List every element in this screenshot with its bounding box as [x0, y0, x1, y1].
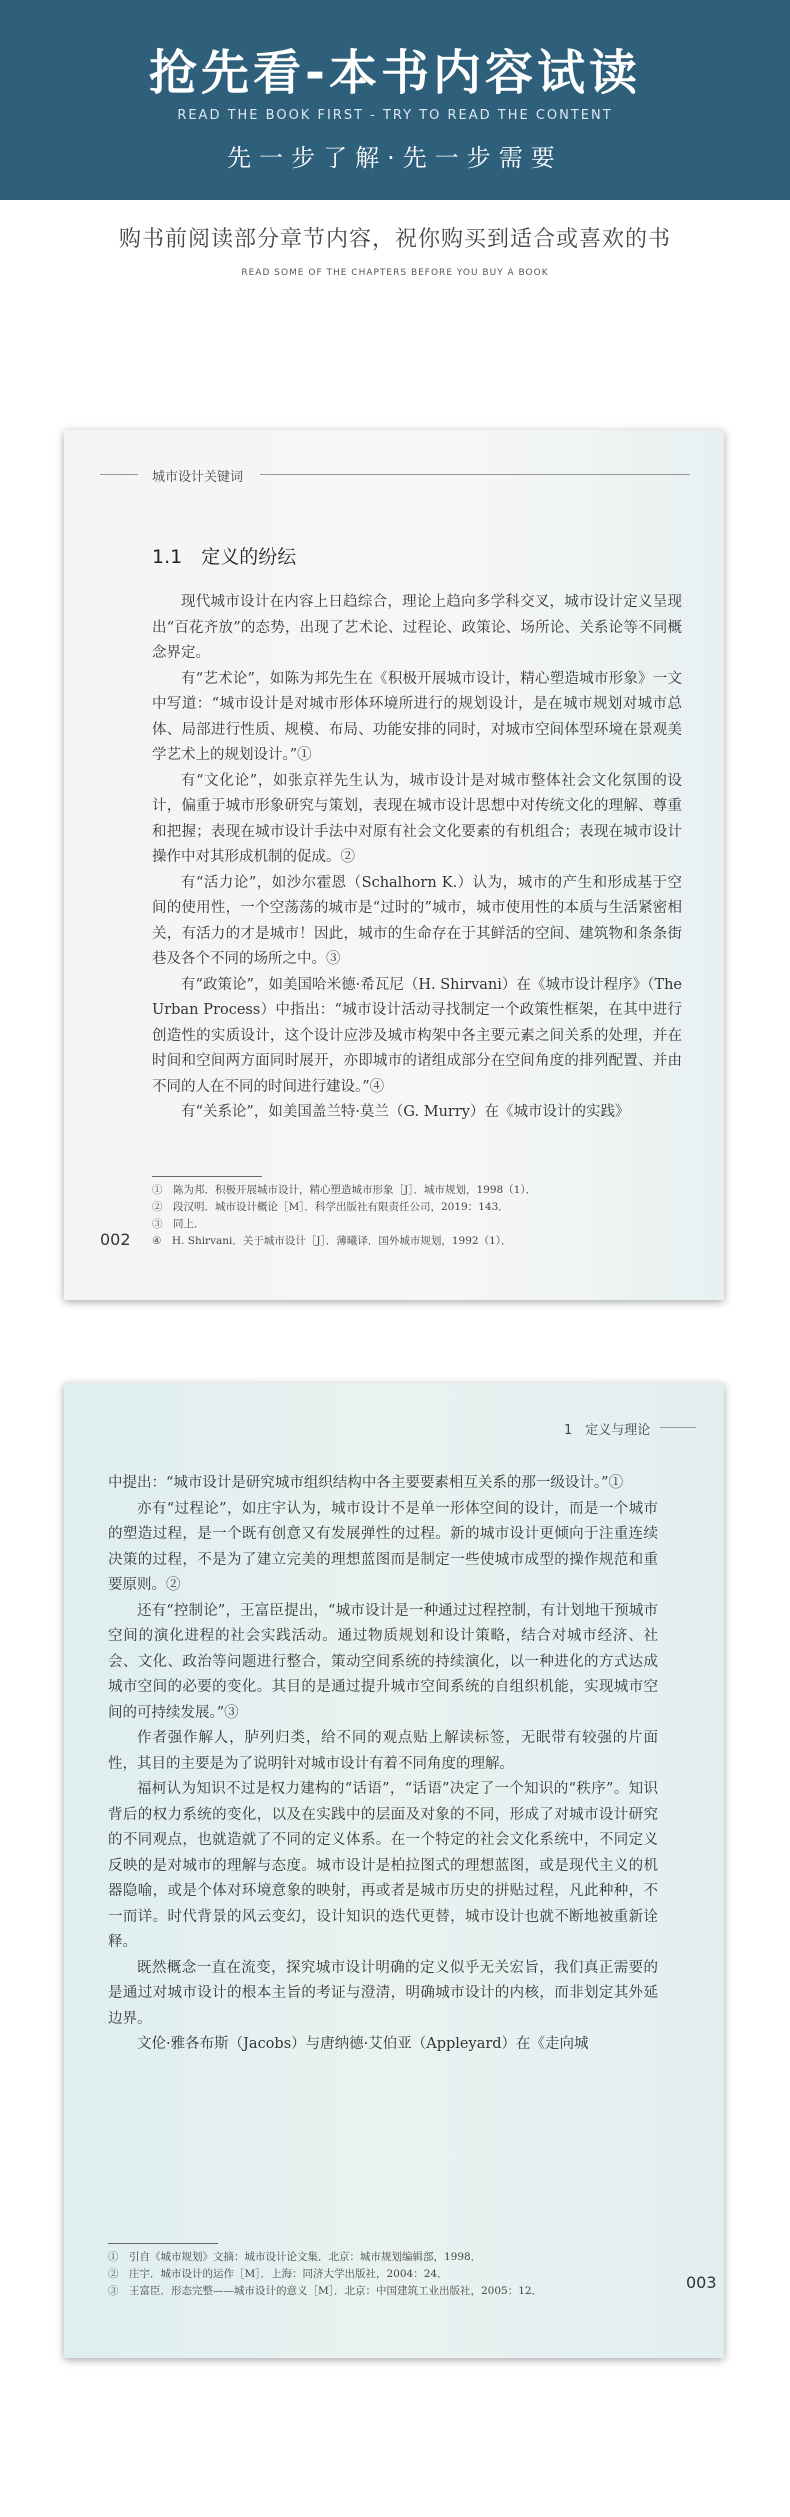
paragraph: 有“文化论”，如张京祥先生认为，城市设计是对城市整体社会文化氛围的设计，偏重于城市形象研究与策划，表现在城市设计思想中对传统文化的理解、尊重和把握；表现在城市设计手法中对原有社会文化要素的有机组合；表现在城市设计操作中对其形成机制的促成。② — [152, 772, 682, 865]
footnote: ③ 王富臣．形态完整——城市设计的意义［M］．北京：中国建筑工业出版社，2005：12． — [108, 2285, 543, 2297]
paragraph: 有“活力论”，如沙尔霍恩（Schalhorn K.）认为，城市的产生和形成基于空间的使用性，一个空荡荡的城市是“过时的”城市，城市使用性的本质与生活紧密相关，有活力的才是城市！因此，城市的生命存在于其鲜活的空间、建筑物和条条街巷及各个不同的场所之中。③ — [152, 874, 682, 967]
banner-slogan: 先一步了解·先一步需要 — [227, 144, 563, 172]
intro-subtext: READ SOME OF THE CHAPTERS BEFORE YOU BUY A BOOK — [241, 268, 549, 278]
running-head: 城市设计关键词 — [152, 470, 244, 485]
footnote: ② 庄宇．城市设计的运作［M］．上海：同济大学出版社，2004：24． — [108, 2268, 448, 2280]
banner-title: 抢先看-本书内容试读 — [149, 45, 641, 101]
footnote: ① 引自《城市规划》文摘：城市设计论文集．北京：城市规划编辑部，1998． — [108, 2251, 482, 2263]
paragraph: 福柯认为知识不过是权力建构的“话语”，“话语”决定了一个知识的“秩序”。知识背后的权力系统的变化，以及在实践中的层面及对象的不同，形成了对城市设计研究的不同观点，也就造就了不同的定义体系。在一个特定的社会文化系统中，不同定义反映的是对城市的理解与态度。城市设计是柏拉图式的理想蓝图，或是现代主义的机器隐喻，或是个体对环境意象的映射，再或者是城市历史的拼贴过程，凡此种种，不一而详。时代背景的风云变幻，设计知识的迭代更替，城市设计也就不断地被重新诠释。 — [108, 1781, 658, 1950]
paragraph: 现代城市设计在内容上日趋综合，理论上趋向多学科交叉，城市设计定义呈现出“百花齐放”的态势，出现了艺术论、过程论、政策论、场所论、关系论等不同概念界定。 — [152, 594, 682, 661]
page-number: 002 — [100, 1230, 131, 1249]
body-text — [108, 1471, 658, 2058]
book-page-003 — [64, 1383, 724, 2358]
paragraph: 既然概念一直在流变，探究城市设计明确的定义似乎无关宏旨，我们真正需要的是通过对城市设计的根本主旨的考证与澄清，明确城市设计的内核，而非划定其外延边界。 — [108, 1959, 658, 2027]
banner — [0, 0, 790, 200]
paragraph: 有“政策论”，如美国哈米德·希瓦尼（H. Shirvani）在《城市设计程序》（The Urban Process）中指出：“城市设计活动寻找制定一个政策性框架，在其中进行创造性的实质设计，这个设计应涉及城市构架中各主要元素之间关系的处理，并在时间和空间两方面同时展开，亦即城市的诸组成部分在空间角度的排列配置、并由不同的人在不同的时间进行建设。”④ — [152, 976, 682, 1095]
page-number: 003 — [686, 2273, 717, 2292]
paragraph: 中提出：“城市设计是研究城市组织结构中各主要要素相互关系的那一级设计。”① — [108, 1475, 624, 1491]
footnote: ① 陈为邦．积极开展城市设计，精心塑造城市形象［J］．城市规划，1998（1）． — [152, 1184, 537, 1196]
footnotes — [152, 1182, 692, 1250]
paragraph: 亦有“过程论”，如庄宇认为，城市设计不是单一形体空间的设计，而是一个城市的塑造过程，是一个既有创意又有发展弹性的过程。新的城市设计更倾向于注重连续决策的过程，不是为了建立完美的理想蓝图而是制定一些使城市成型的操作规范和重要原则。② — [108, 1500, 658, 1593]
paragraph: 有“关系论”，如美国盖兰特·莫兰（G. Murry）在《城市设计的实践》 — [181, 1104, 630, 1120]
paragraph: 作者强作解人，胪列归类，给不同的观点贴上解读标签，无眠带有较强的片面性，其目的主要是为了说明针对城市设计有着不同角度的理解。 — [108, 1730, 658, 1772]
banner-subtitle: READ THE BOOK FIRST - TRY TO READ THE CONTENT — [177, 108, 613, 123]
footnote-rule — [152, 1176, 262, 1177]
running-head-rule-right — [260, 474, 690, 475]
footnote: ③ 同上． — [152, 1218, 205, 1230]
paragraph: 文伦·雅各布斯（Jacobs）与唐纳德·艾伯亚（Appleyard）在《走向城 — [137, 2036, 589, 2052]
footnote: ② 段汉明．城市设计概论［M］．科学出版社有限责任公司，2019：143． — [152, 1201, 509, 1213]
body-text — [152, 590, 682, 1126]
footnote-rule — [108, 2243, 218, 2244]
footnote: ④ H. Shirvani．关于城市设计［J］．薄曦译．国外城市规划，1992（1）． — [152, 1235, 512, 1247]
paragraph: 还有“控制论”，王富臣提出，“城市设计是一种通过过程控制，有计划地干预城市空间的演化进程的社会实践活动。通过物质规划和设计策略，结合对城市经济、社会、文化、政治等问题进行整合，策动空间系统的持续演化，以一种进化的方式达成城市空间的必要的变化。其目的是通过提升城市空间系统的自组织机能，实现城市空间的可持续发展。”③ — [108, 1602, 658, 1721]
section-title: 1.1 定义的纷纭 — [152, 546, 297, 568]
running-head-rule-right — [660, 1427, 696, 1428]
running-head-rule-left — [100, 474, 138, 475]
intro-text: 购书前阅读部分章节内容，祝你购买到适合或喜欢的书 — [118, 227, 671, 252]
book-page-002 — [64, 430, 724, 1300]
paragraph: 有“艺术论”，如陈为邦先生在《积极开展城市设计，精心塑造城市形象》一文中写道：“城市设计是对城市形体环境所进行的规划设计，是在城市规划对城市总体、局部进行性质、规模、布局、功能安排的同时，对城市空间体型环境在景观美学艺术上的规划设计。”① — [152, 670, 682, 763]
footnotes — [108, 2249, 668, 2300]
running-head: 1 定义与理论 — [564, 1423, 651, 1438]
